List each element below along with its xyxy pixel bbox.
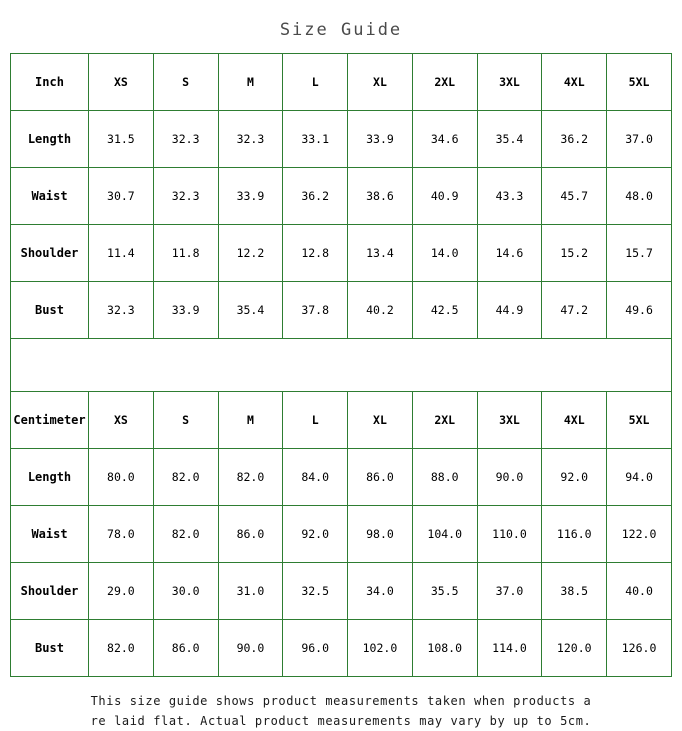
cell: 104.0	[412, 506, 477, 563]
cell: 82.0	[218, 449, 283, 506]
row-label-waist: Waist	[11, 168, 89, 225]
table-row	[11, 506, 672, 563]
cell: 82.0	[89, 620, 154, 677]
cell: 15.7	[607, 225, 672, 282]
cell: 80.0	[89, 449, 154, 506]
row-label-bust: Bust	[11, 620, 89, 677]
table-row	[11, 111, 672, 168]
footer-note	[0, 691, 682, 731]
cell: 38.5	[542, 563, 607, 620]
cell: 14.6	[477, 225, 542, 282]
cell: 42.5	[412, 282, 477, 339]
cell: 37.0	[477, 563, 542, 620]
cell: 11.8	[153, 225, 218, 282]
cell: 35.4	[477, 111, 542, 168]
size-header-2xl: 2XL	[412, 54, 477, 111]
size-header-s: S	[153, 54, 218, 111]
cell: 29.0	[89, 563, 154, 620]
size-header-5xl: 5XL	[607, 392, 672, 449]
cell: 33.1	[283, 111, 348, 168]
cell: 32.3	[218, 111, 283, 168]
cell: 116.0	[542, 506, 607, 563]
size-header-xl: XL	[348, 54, 413, 111]
row-label-shoulder: Shoulder	[11, 563, 89, 620]
size-header-l: L	[283, 54, 348, 111]
cell: 31.5	[89, 111, 154, 168]
size-header-3xl: 3XL	[477, 54, 542, 111]
cell: 15.2	[542, 225, 607, 282]
cell: 34.0	[348, 563, 413, 620]
cell: 13.4	[348, 225, 413, 282]
table-row	[11, 225, 672, 282]
cell: 12.2	[218, 225, 283, 282]
table-row	[11, 282, 672, 339]
cell: 108.0	[412, 620, 477, 677]
row-label-shoulder: Shoulder	[11, 225, 89, 282]
cell: 32.5	[283, 563, 348, 620]
cell: 88.0	[412, 449, 477, 506]
cell: 40.2	[348, 282, 413, 339]
footer-note-line1: This size guide shows product measurements taken when products a	[90, 694, 592, 708]
size-header-s: S	[153, 392, 218, 449]
cell: 35.5	[412, 563, 477, 620]
size-table-centimeter	[10, 391, 672, 677]
cell: 110.0	[477, 506, 542, 563]
size-header-3xl: 3XL	[477, 392, 542, 449]
cell: 38.6	[348, 168, 413, 225]
table-row	[11, 449, 672, 506]
cell: 32.3	[89, 282, 154, 339]
size-header-m: M	[218, 54, 283, 111]
table-row	[11, 620, 672, 677]
cell: 82.0	[153, 506, 218, 563]
size-header-5xl: 5XL	[607, 54, 672, 111]
size-header-4xl: 4XL	[542, 54, 607, 111]
table-row	[11, 168, 672, 225]
size-header-l: L	[283, 392, 348, 449]
size-header-xs: XS	[89, 392, 154, 449]
cell: 82.0	[153, 449, 218, 506]
cell: 44.9	[477, 282, 542, 339]
unit-label-centimeter: Centimeter	[11, 392, 89, 449]
page-title: Size Guide	[279, 20, 403, 40]
row-label-length: Length	[11, 111, 89, 168]
cell: 12.8	[283, 225, 348, 282]
cell: 98.0	[348, 506, 413, 563]
table-separator	[10, 339, 672, 391]
cell: 40.9	[412, 168, 477, 225]
cell: 78.0	[89, 506, 154, 563]
cell: 86.0	[153, 620, 218, 677]
cell: 122.0	[607, 506, 672, 563]
unit-label-inch: Inch	[11, 54, 89, 111]
cell: 34.6	[412, 111, 477, 168]
cell: 40.0	[607, 563, 672, 620]
cell: 11.4	[89, 225, 154, 282]
cell: 84.0	[283, 449, 348, 506]
cell: 92.0	[283, 506, 348, 563]
row-label-bust: Bust	[11, 282, 89, 339]
cell: 14.0	[412, 225, 477, 282]
cell: 86.0	[218, 506, 283, 563]
cell: 32.3	[153, 111, 218, 168]
cell: 31.0	[218, 563, 283, 620]
table-row	[11, 563, 672, 620]
cell: 33.9	[153, 282, 218, 339]
cell: 30.0	[153, 563, 218, 620]
size-header-2xl: 2XL	[412, 392, 477, 449]
cell: 36.2	[283, 168, 348, 225]
cell: 33.9	[218, 168, 283, 225]
row-label-waist: Waist	[11, 506, 89, 563]
cell: 86.0	[348, 449, 413, 506]
cell: 120.0	[542, 620, 607, 677]
cell: 92.0	[542, 449, 607, 506]
cell: 43.3	[477, 168, 542, 225]
size-header-xl: XL	[348, 392, 413, 449]
cell: 126.0	[607, 620, 672, 677]
cell: 94.0	[607, 449, 672, 506]
cell: 45.7	[542, 168, 607, 225]
cell: 49.6	[607, 282, 672, 339]
row-label-length: Length	[11, 449, 89, 506]
size-header-4xl: 4XL	[542, 392, 607, 449]
cell: 96.0	[283, 620, 348, 677]
table-header-row	[11, 54, 672, 111]
footer-note-line2: re laid flat. Actual product measurements may vary by up to 5cm.	[90, 714, 592, 728]
cell: 47.2	[542, 282, 607, 339]
cell: 114.0	[477, 620, 542, 677]
size-header-m: M	[218, 392, 283, 449]
cell: 30.7	[89, 168, 154, 225]
cell: 90.0	[218, 620, 283, 677]
size-header-xs: XS	[89, 54, 154, 111]
cell: 35.4	[218, 282, 283, 339]
table-header-row	[11, 392, 672, 449]
cell: 37.0	[607, 111, 672, 168]
cell: 90.0	[477, 449, 542, 506]
cell: 48.0	[607, 168, 672, 225]
cell: 32.3	[153, 168, 218, 225]
cell: 37.8	[283, 282, 348, 339]
cell: 102.0	[348, 620, 413, 677]
cell: 33.9	[348, 111, 413, 168]
size-table-inch	[10, 53, 672, 339]
cell: 36.2	[542, 111, 607, 168]
